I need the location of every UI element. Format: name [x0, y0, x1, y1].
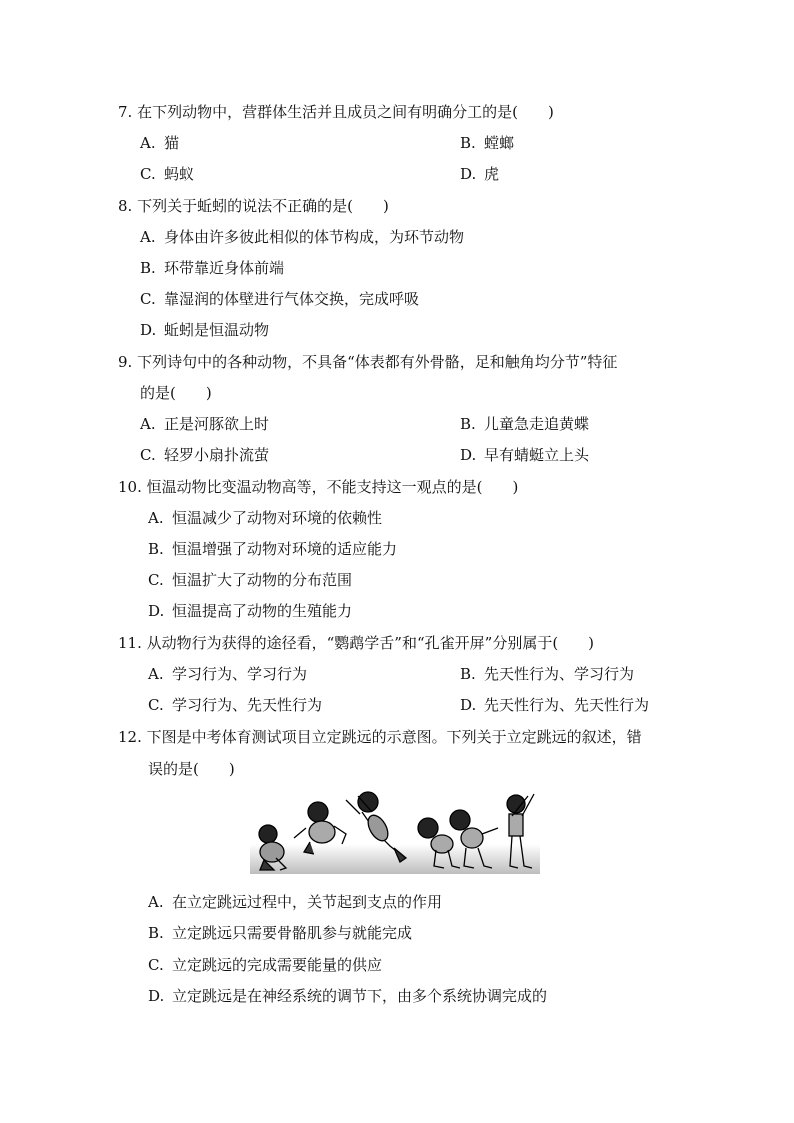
question-10-stem — [118, 477, 518, 497]
q10-option-d: D. 恒温提高了动物的生殖能力 — [148, 602, 353, 620]
q8-option-d: D. 蚯蚓是恒温动物 — [140, 321, 270, 339]
question-number: 9. — [118, 353, 133, 371]
q12-option-a: A. 在立定跳远过程中，关节起到支点的作用 — [148, 893, 443, 911]
q8-option-a: A. 身体由许多彼此相似的体节构成，为环节动物 — [140, 228, 465, 246]
q10-option-b: B. 恒温增强了动物对环境的适应能力 — [148, 540, 398, 558]
question-12-stem — [118, 727, 642, 747]
q7-option-c: C. 蚂蚁 — [140, 165, 195, 183]
q10-option-c: C. 恒温扩大了动物的分布范围 — [148, 571, 353, 589]
q8-option-b: B. 环带靠近身体前端 — [140, 259, 285, 277]
q10-option-a: A. 恒温减少了动物对环境的依赖性 — [148, 509, 383, 527]
q8-option-c: C. 靠湿润的体壁进行气体交换，完成呼吸 — [140, 290, 420, 308]
question-12-stem-cont — [148, 759, 235, 779]
q11-option-d: D. 先天性行为、先天性行为 — [460, 696, 650, 714]
question-text: 的是( ) — [140, 384, 212, 402]
q12-option-b: B. 立定跳远只需要骨骼肌参与就能完成 — [148, 924, 413, 942]
q9-option-d: D. 早有蜻蜓立上头 — [460, 446, 590, 464]
question-number: 11. — [118, 634, 142, 652]
question-11-stem — [118, 633, 594, 653]
question-text: 误的是( ) — [148, 760, 235, 778]
q9-option-b: B. 儿童急走追黄蝶 — [460, 415, 590, 433]
q12-option-c: C. 立定跳远的完成需要能量的供应 — [148, 956, 383, 974]
q11-option-c: C. 学习行为、先天性行为 — [148, 696, 323, 714]
question-text: 下列关于蚯蚓的说法不正确的是( ) — [137, 197, 389, 215]
question-9-stem-cont — [140, 383, 212, 403]
q11-option-a: A. 学习行为、学习行为 — [148, 665, 308, 683]
question-text: 在下列动物中，营群体生活并且成员之间有明确分工的是( ) — [137, 103, 554, 121]
q12-option-d: D. 立定跳远是在神经系统的调节下，由多个系统协调完成的 — [148, 987, 548, 1005]
question-number: 7. — [118, 103, 133, 121]
question-text: 下图是中考体育测试项目立定跳远的示意图。下列关于立定跳远的叙述，错 — [146, 728, 642, 746]
q7-option-b: B. 螳螂 — [460, 134, 515, 152]
question-number: 12. — [118, 728, 142, 746]
question-number: 8. — [118, 197, 133, 215]
q7-option-a: A. 猫 — [140, 134, 180, 152]
question-text: 下列诗句中的各种动物，不具备“体表都有外骨骼，足和触角均分节”特征 — [137, 353, 618, 371]
q11-option-b: B. 先天性行为、学习行为 — [460, 665, 635, 683]
long-jump-illustration-icon — [250, 788, 540, 876]
q9-option-a: A. 正是河豚欲上时 — [140, 415, 270, 433]
question-7-stem — [118, 102, 554, 122]
question-number: 10. — [118, 478, 142, 496]
question-text: 恒温动物比变温动物高等，不能支持这一观点的是( ) — [146, 478, 519, 496]
question-8-stem — [118, 196, 389, 216]
q7-option-d: D. 虎 — [460, 165, 500, 183]
question-text: 从动物行为获得的途径看，“鹦鹉学舌”和“孔雀开屏”分别属于( ) — [146, 634, 595, 652]
q9-option-c: C. 轻罗小扇扑流萤 — [140, 446, 270, 464]
question-9-stem — [118, 352, 617, 372]
